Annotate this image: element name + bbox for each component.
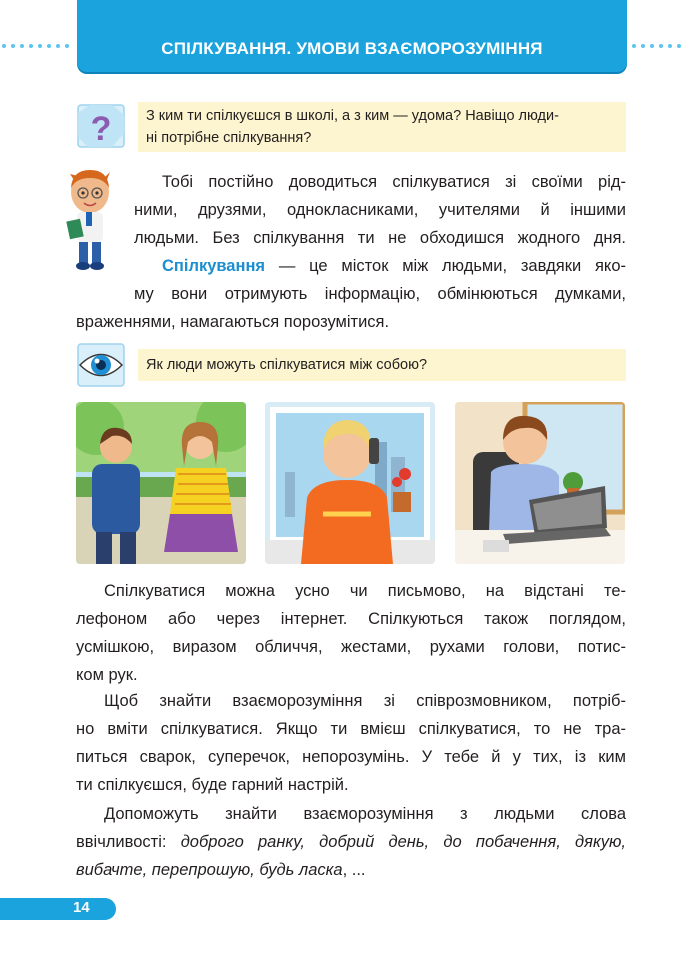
paragraph-1-line-1: Тобі постійно доводиться спілкуватися зі своїми рід- xyxy=(162,173,626,191)
paragraph-4-line-3: питься сварок, суперечок, непорозумінь. У тебе й у тих, із ким xyxy=(76,748,626,766)
eye-icon xyxy=(76,342,126,388)
question-1-line-2: ні потрібне спілкування? xyxy=(146,130,312,146)
dot xyxy=(632,44,636,48)
dot xyxy=(641,44,645,48)
dot xyxy=(29,44,33,48)
boy-at-laptop-illustration xyxy=(455,402,625,564)
dot xyxy=(65,44,69,48)
paragraph-2-continued xyxy=(76,280,626,336)
dot xyxy=(668,44,672,48)
politeness-words-2: вибачте, перепрошую, будь ласка xyxy=(76,861,343,879)
paragraph-1-line-2: ними, друзями, однокласниками, учителями й іншими xyxy=(134,201,626,219)
chapter-header xyxy=(77,0,627,72)
paragraph-5-line-3 xyxy=(76,856,626,884)
boy-on-phone-illustration xyxy=(265,402,435,564)
paragraph-3-line-1: Спілкуватися можна усно чи письмово, на відстані те- xyxy=(104,582,626,600)
paragraph-5 xyxy=(76,800,626,884)
dot xyxy=(2,44,6,48)
svg-text:?: ? xyxy=(90,110,112,148)
politeness-lead: ввічливості: xyxy=(76,833,181,851)
dot xyxy=(659,44,663,48)
chapter-title: СПІЛКУВАННЯ. УМОВИ ВЗАЄМОРОЗУМІННЯ xyxy=(161,39,543,58)
paragraph-4-line-1: Щоб знайти взаєморозуміння зі співрозмовником, потріб- xyxy=(104,692,626,710)
page-number: 14 xyxy=(73,899,90,916)
question-box-1 xyxy=(138,102,626,152)
paragraph-5-line-1: Допоможуть знайти взаєморозуміння з людьми слова xyxy=(104,805,626,823)
dot xyxy=(47,44,51,48)
dot xyxy=(11,44,15,48)
dot xyxy=(56,44,60,48)
paragraph-3-line-2: лефоном або через інтернет. Спілкуються також поглядом, xyxy=(76,610,626,628)
dot xyxy=(677,44,681,48)
dot xyxy=(650,44,654,48)
paragraph-3-line-4: ком рук. xyxy=(76,666,138,684)
paragraph-4-line-4: ти спілкуєшся, буде гарний настрій. xyxy=(76,776,349,794)
paragraph-3 xyxy=(76,577,626,689)
paragraph-3-line-3: усмішкою, виразом обличчя, жестами, рухами голови, потис- xyxy=(76,638,626,656)
paragraph-4-line-2: но вміти спілкуватися. Якщо ти вмієш спілкуватися, то не тра- xyxy=(76,720,626,738)
definition-term: Спілкування xyxy=(162,257,266,275)
dot xyxy=(38,44,42,48)
question-box-2 xyxy=(138,349,626,381)
politeness-ellipsis: , ... xyxy=(342,861,366,879)
paragraph-1 xyxy=(134,168,626,252)
dot xyxy=(20,44,24,48)
paragraph-4 xyxy=(76,687,626,799)
question-mark-icon xyxy=(76,103,126,149)
page-number-tab xyxy=(0,898,116,920)
paragraph-2-line-2: му вони отримують інформацію, обмінюються думками, xyxy=(134,285,626,303)
question-1-line-1: З ким ти спілкуєшся в школі, а з ким — удома? Навіщо люди- xyxy=(146,108,559,124)
paragraph-2 xyxy=(134,252,626,280)
politeness-words-1: доброго ранку, добрий день, до побачення, дякую, xyxy=(180,833,626,851)
question-2-text: Як люди можуть спілкуватися між собою? xyxy=(146,357,428,373)
paragraph-2-line-3: враженнями, намагаються порозумітися. xyxy=(76,313,390,331)
paragraph-1-line-3: людьми. Без спілкування ти не обходишся жодного дня. xyxy=(134,229,626,247)
definition-text: — це місток між людьми, завдяки яко- xyxy=(265,257,626,275)
paragraph-2-line-1 xyxy=(134,252,626,280)
boy-with-book-illustration xyxy=(64,166,116,272)
children-talking-illustration xyxy=(76,402,246,564)
paragraph-5-line-2 xyxy=(76,828,626,856)
